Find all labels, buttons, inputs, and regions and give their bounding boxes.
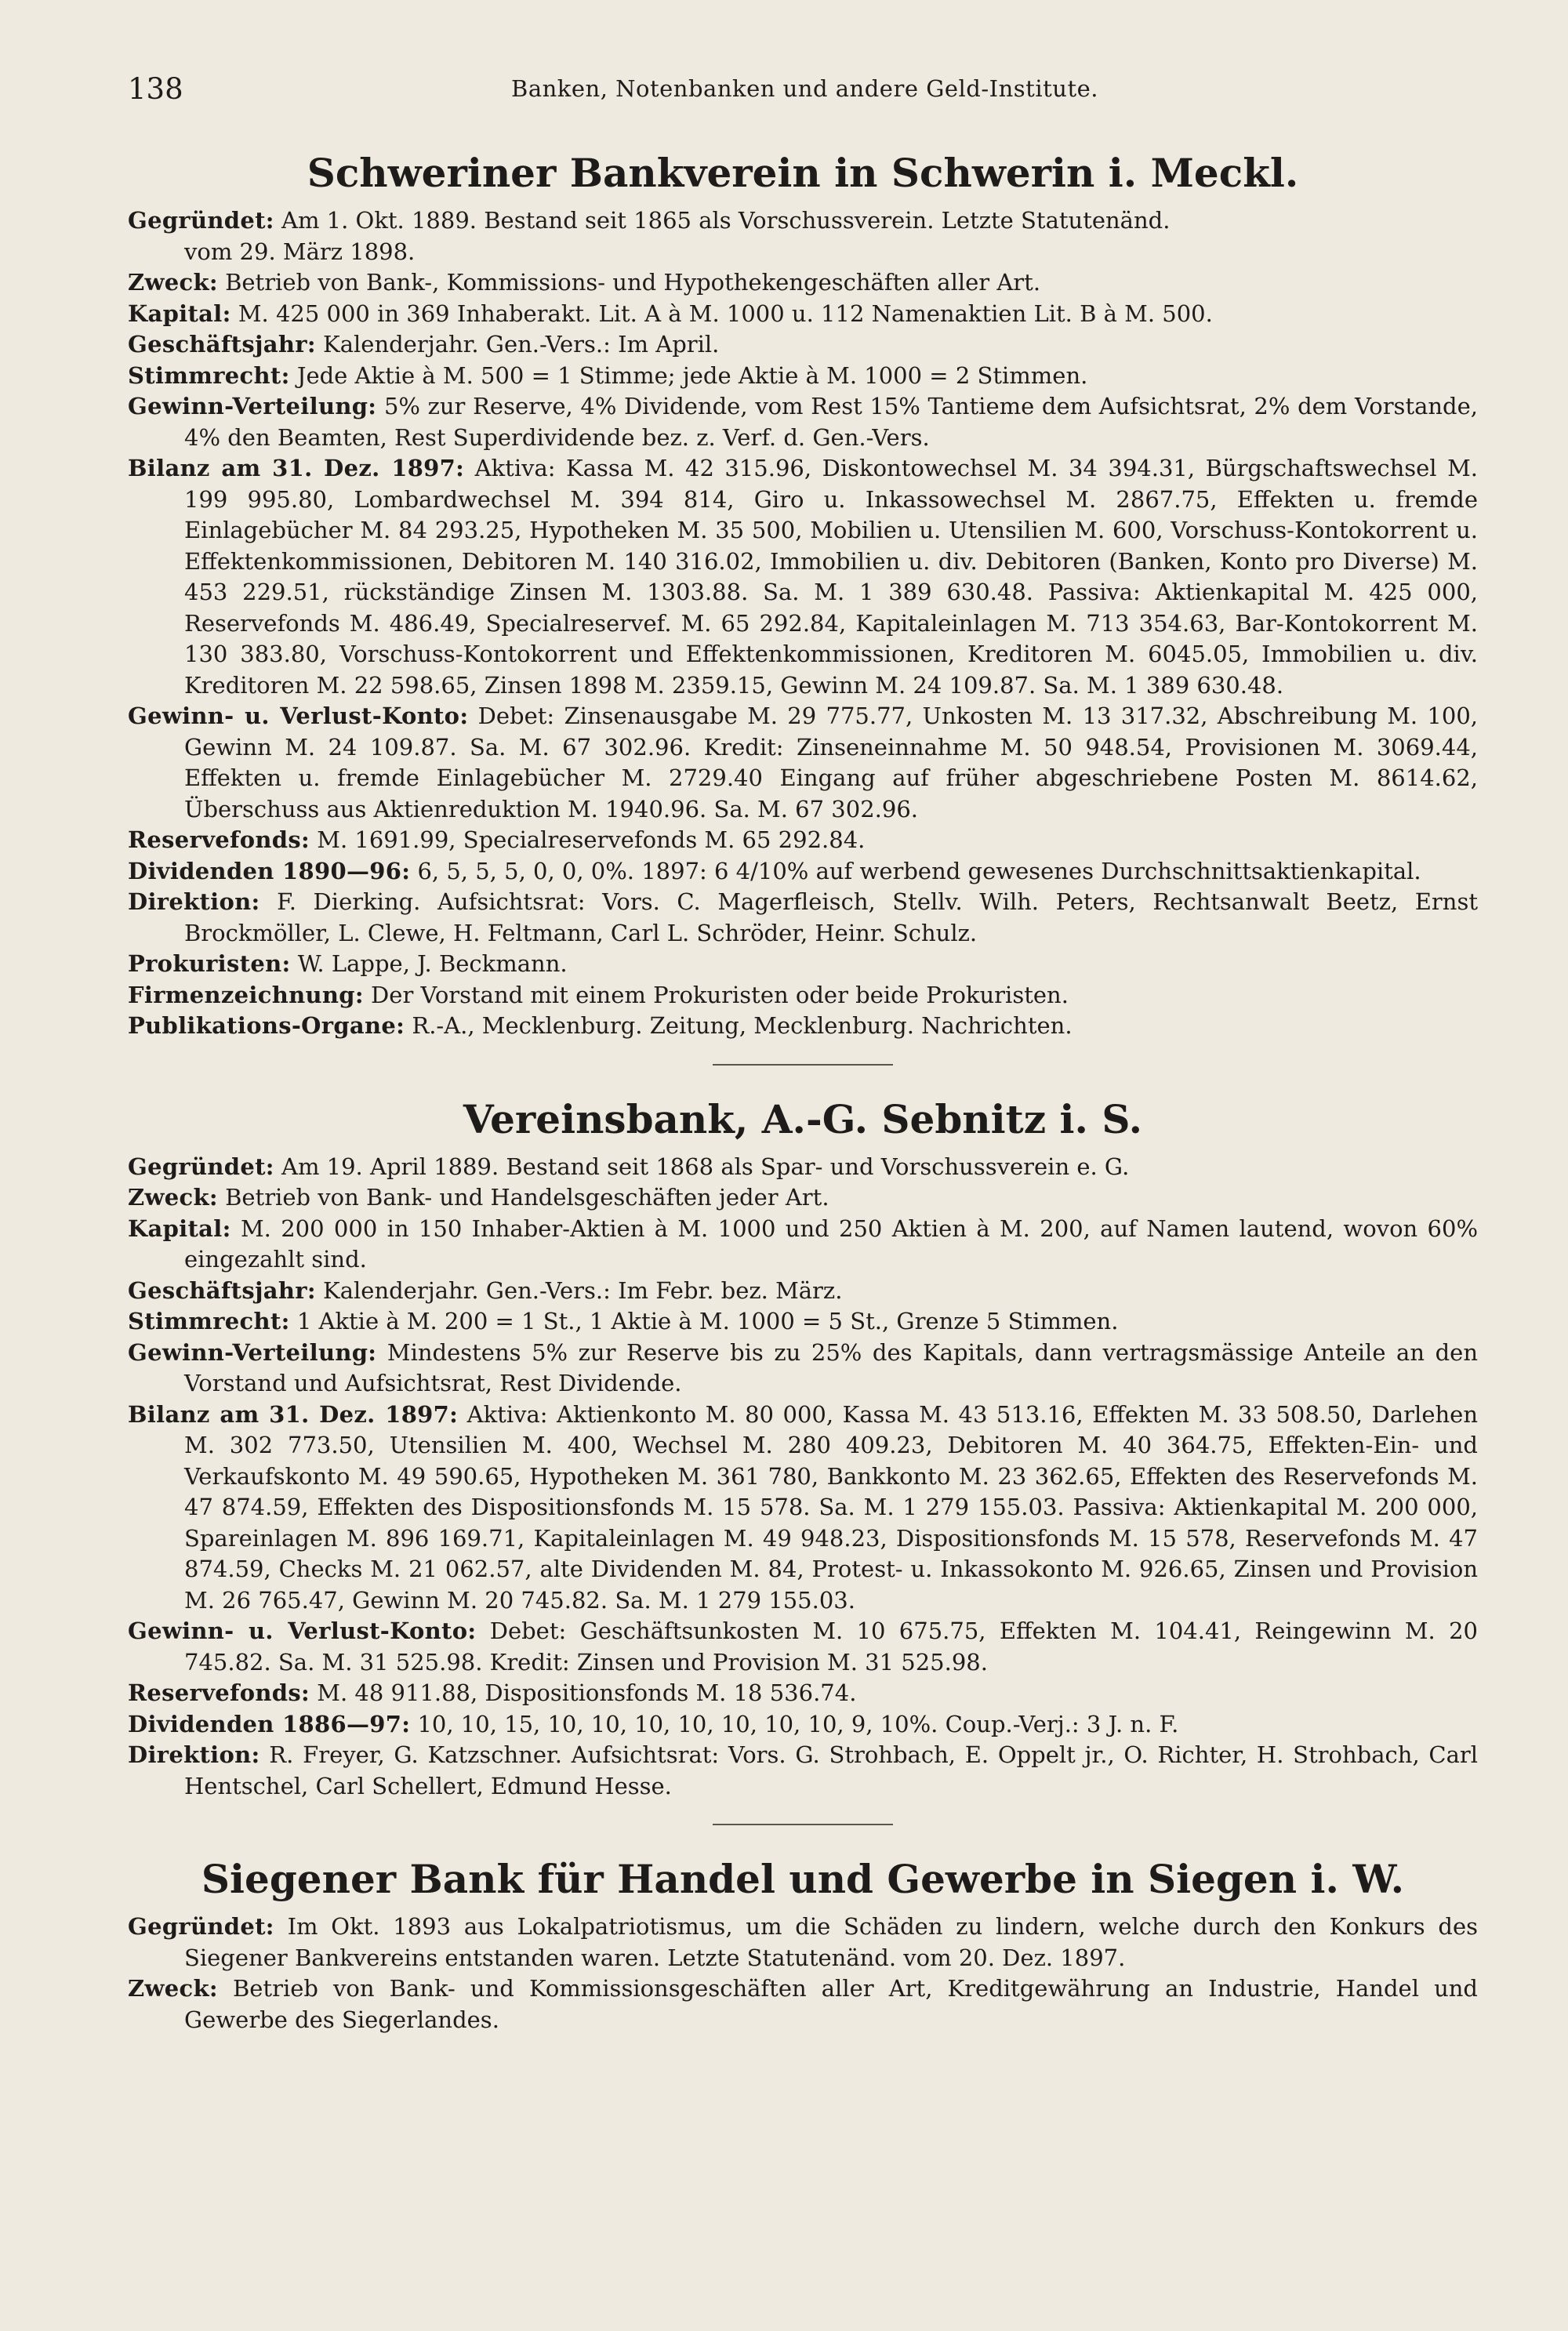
field-label: Bilanz am 31. Dez. 1897: <box>128 1400 459 1428</box>
field-label: Publikations-Organe: <box>128 1012 405 1039</box>
field-value: M. 425 000 in 369 Inhaberakt. Lit. A à M. 1000 u. 112 Namenaktien Lit. B à M. 500. <box>238 300 1213 327</box>
entry-field <box>128 1011 1478 1042</box>
field-value: 5% zur Reserve, 4% Dividende, vom Rest 15% Tantieme dem Aufsichtsrat, 2% dem Vorstande, 4% den Beamten, Rest Superdividende bez. z. Verf. d. Gen.-Vers. <box>184 393 1479 451</box>
field-label: Gewinn-Verteilung: <box>128 1338 377 1366</box>
bank-title: Vereinsbank, A.-G. Sebnitz i. S. <box>463 1095 1143 1142</box>
field-label: Bilanz am 31. Dez. 1897: <box>128 455 465 481</box>
field-value: Der Vorstand mit einem Prokuristen oder beide Prokuristen. <box>371 981 1069 1008</box>
entry-field <box>128 1338 1478 1400</box>
field-value: Mindestens 5% zur Reserve bis zu 25% des Kapitals, dann vertragsmässige Anteile an den Vorstand und Aufsichtsrat, Rest Dividende. <box>184 1338 1478 1396</box>
field-value: Am 1. Okt. 1889. Bestand seit 1865 als Vorschussverein. Letzte Statutenänd. vom 29. März 1898. <box>184 207 1171 265</box>
field-label: Dividenden 1886—97: <box>128 1710 411 1737</box>
section-divider <box>713 1824 893 1825</box>
field-label: Zweck: <box>128 1184 218 1211</box>
field-label: Stimmrecht: <box>128 1308 290 1334</box>
entry-field <box>128 825 1478 856</box>
field-value: Kalenderjahr. Gen.-Vers.: Im Febr. bez. März. <box>323 1276 843 1304</box>
field-label: Direktion: <box>128 888 260 915</box>
entry-field <box>128 1400 1478 1617</box>
field-value: W. Lappe, J. Beckmann. <box>297 950 568 977</box>
entry-field <box>128 391 1478 453</box>
entry-field <box>128 949 1478 980</box>
field-label: Dividenden 1890—96: <box>128 857 411 884</box>
entry-field <box>128 1306 1478 1338</box>
field-value: R. Freyer, G. Katzschner. Aufsichtsrat: Vors. G. Strohbach, E. Oppelt jr., O. Richter, H. Strohbach, Carl Hentschel, Carl Schellert, Edmund Hesse. <box>184 1741 1479 1799</box>
entry-field <box>128 980 1478 1011</box>
entry-field <box>128 856 1478 888</box>
field-value: 6, 5, 5, 5, 0, 0, 0%. 1897: 6 4/10% auf werbend gewesenes Durchschnittsaktienkapital. <box>417 857 1421 884</box>
field-value: M. 200 000 in 150 Inhaber-Aktien à M. 1000 und 250 Aktien à M. 200, auf Namen lautend, wovon 60% eingezahlt sind. <box>184 1215 1479 1273</box>
page-header <box>128 72 1482 116</box>
page-number: 138 <box>128 72 183 106</box>
field-value: Aktiva: Kassa M. 42 315.96, Diskontowechsel M. 34 394.31, Bürgschaftswechsel M. 199 995.80, Lombardwechsel M. 394 814, Giro u. Inkassowechsel M. 2867.75, Effekten u. fremde Einlagebücher M. 84 293.25, Hypotheken M. 35 500, Mobilien u. Utensilien M. 600, Vorschuss-Kontokorrent u. Effektenkommissionen, Debitoren M. 140 316.02, Immobilien u. div. Debitoren (Banken, Konto pro Diverse) M. 453 229.51, rückständige Zinsen M. 1303.88. Sa. M. 1 389 630.48. Passiva: Aktienkapital M. 425 000, Reservefonds M. 486.49, Specialreservef. M. 65 292.84, Kapitaleinlagen M. 713 354.63, Bar-Kontokorrent M. 130 383.80, Vorschuss-Kontokorrent und Effektenkommissionen, Kreditoren M. 6045.05, Immobilien u. div. Kreditoren M. 22 598.65, Zinsen 1898 M. 2359.15, Gewinn M. 24 109.87. Sa. M. 1 389 630.48. <box>184 455 1479 699</box>
entry-field <box>128 1740 1478 1802</box>
field-value: Debet: Geschäftsunkosten M. 10 675.75, Effekten M. 104.41, Reingewinn M. 20 745.82. Sa. M. 31 525.98. Kredit: Zinsen und Provision M. 31 525.98. <box>184 1618 1478 1676</box>
field-label: Direktion: <box>128 1741 260 1768</box>
entry-field <box>128 361 1478 392</box>
field-label: Zweck: <box>128 1975 218 2002</box>
field-value: 10, 10, 15, 10, 10, 10, 10, 10, 10, 10, 9, 10%. Coup.-Verj.: 3 J. n. F. <box>417 1710 1179 1737</box>
page-body <box>128 147 1478 2035</box>
field-label: Gegründet: <box>128 1153 274 1180</box>
field-label: Geschäftsjahr: <box>128 1276 316 1304</box>
entry-field <box>128 1973 1478 2035</box>
field-label: Reservefonds: <box>128 1679 310 1706</box>
field-value: 1 Aktie à M. 200 = 1 St., 1 Aktie à M. 1000 = 5 St., Grenze 5 Stimmen. <box>296 1308 1119 1334</box>
field-label: Gegründet: <box>128 1913 274 1940</box>
field-label: Kapital: <box>128 1215 231 1242</box>
entry-list <box>128 1912 1478 2035</box>
entry-field <box>128 329 1478 361</box>
field-label: Prokuristen: <box>128 950 291 977</box>
field-value: F. Dierking. Aufsichtsrat: Vors. C. Magerfleisch, Stellv. Wilh. Peters, Rechtsanwalt Beetz, Ernst Brockmöller, L. Clewe, H. Feltmann, Carl L. Schröder, Heinr. Schulz. <box>184 888 1479 946</box>
entry-list <box>128 205 1478 1042</box>
entry-field <box>128 1678 1478 1709</box>
entry-field <box>128 267 1478 299</box>
entry-field <box>128 1709 1478 1741</box>
field-label: Stimmrecht: <box>128 361 290 389</box>
section-divider <box>713 1064 893 1066</box>
field-value: Am 19. April 1889. Bestand seit 1868 als Spar- und Vorschussverein e. G. <box>281 1153 1130 1180</box>
entry-field <box>128 205 1478 267</box>
field-value: M. 48 911.88, Dispositionsfonds M. 18 536.74. <box>317 1679 857 1706</box>
entry-field <box>128 453 1478 701</box>
field-value: Betrieb von Bank- und Kommissionsgeschäften aller Art, Kreditgewährung an Industrie, Handel und Gewerbe des Siegerlandes. <box>184 1975 1478 2033</box>
entry-field <box>128 1276 1478 1307</box>
field-label: Reservefonds: <box>128 826 310 853</box>
entry-field <box>128 1214 1478 1276</box>
running-title: Banken, Notenbanken und andere Geld-Institute. <box>511 75 1098 102</box>
field-label: Gewinn- u. Verlust-Konto: <box>128 703 469 729</box>
field-label: Gewinn- u. Verlust-Konto: <box>128 1618 477 1644</box>
field-value: M. 1691.99, Specialreservefonds M. 65 292.84. <box>317 826 866 853</box>
bank-entry <box>128 1094 1478 1803</box>
field-value: Kalenderjahr. Gen.-Vers.: Im April. <box>323 331 720 358</box>
entry-list <box>128 1152 1478 1803</box>
field-value: Jede Aktie à M. 500 = 1 Stimme; jede Aktie à M. 1000 = 2 Stimmen. <box>296 361 1088 389</box>
field-value: Aktiva: Aktienkonto M. 80 000, Kassa M. 43 513.16, Effekten M. 33 508.50, Darlehen M. 302 773.50, Utensilien M. 400, Wechsel M. 280 409.23, Debitoren M. 40 364.75, Effekten-Ein- und Verkaufskonto M. 49 590.65, Hypotheken M. 361 780, Bankkonto M. 23 362.65, Effekten des Reservefonds M. 47 874.59, Effekten des Dispositionsfonds M. 15 578. Sa. M. 1 279 155.03. Passiva: Aktienkapital M. 200 000, Spareinlagen M. 896 169.71, Kapitaleinlagen M. 49 948.23, Dispositionsfonds M. 15 578, Reservefonds M. 47 874.59, Checks M. 21 062.57, alte Dividenden M. 84, Protest- u. Inkassokonto M. 926.65, Zinsen und Provision M. 26 765.47, Gewinn M. 20 745.82. Sa. M. 1 279 155.03. <box>184 1400 1479 1614</box>
field-label: Geschäftsjahr: <box>128 331 316 358</box>
entry-field <box>128 1182 1478 1214</box>
field-value: R.-A., Mecklenburg. Zeitung, Mecklenburg. Nachrichten. <box>412 1012 1073 1039</box>
field-label: Zweck: <box>128 269 218 296</box>
entry-field <box>128 1616 1478 1678</box>
field-value: Debet: Zinsenausgabe M. 29 775.77, Unkosten M. 13 317.32, Abschreibung M. 100, Gewinn M. 24 109.87. Sa. M. 67 302.96. Kredit: Zinseneinnahme M. 50 948.54, Provisionen M. 3069.44, Effekten u. fremde Einlagebücher M. 2729.40 Eingang auf früher abgeschriebene Posten M. 8614.62, Überschuss aus Aktienreduktion M. 1940.96. Sa. M. 67 302.96. <box>184 703 1478 822</box>
field-value: Betrieb von Bank-, Kommissions- und Hypothekengeschäften aller Art. <box>225 269 1041 296</box>
field-label: Gegründet: <box>128 207 274 234</box>
entry-field <box>128 887 1478 949</box>
field-label: Firmenzeichnung: <box>128 981 364 1008</box>
bank-entry <box>128 147 1478 1042</box>
entry-field <box>128 1912 1478 1973</box>
bank-title: Schweriner Bankverein in Schwerin i. Meckl. <box>307 150 1299 196</box>
field-value: Im Okt. 1893 aus Lokalpatriotismus, um die Schäden zu lindern, welche durch den Konkurs des Siegener Bankvereins entstanden waren. Letzte Statutenänd. vom 20. Dez. 1897. <box>184 1913 1478 1971</box>
field-label: Kapital: <box>128 300 231 327</box>
bank-entry <box>128 1854 1478 2035</box>
entry-field <box>128 1152 1478 1183</box>
entry-field <box>128 701 1478 825</box>
field-value: Betrieb von Bank- und Handelsgeschäften jeder Art. <box>225 1184 829 1211</box>
field-label: Gewinn-Verteilung: <box>128 393 377 419</box>
bank-title: Siegener Bank für Handel und Gewerbe in Siegen i. W. <box>201 1856 1405 1902</box>
entry-field <box>128 299 1478 330</box>
